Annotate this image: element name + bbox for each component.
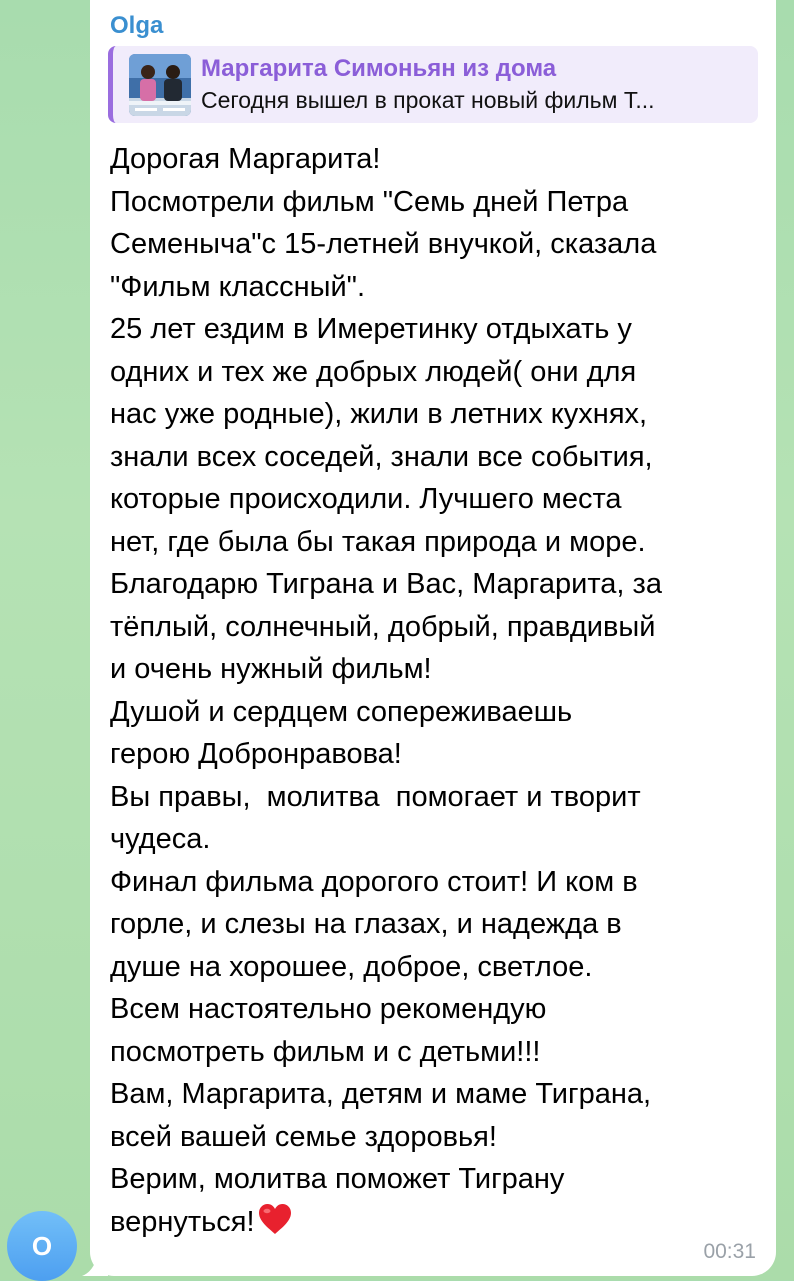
message-bubble[interactable] xyxy=(90,0,776,1276)
message-line: горле, и слезы на глазах, и надежда в xyxy=(110,908,622,940)
reply-preview-text: Сегодня вышел в прокат новый фильм Т... xyxy=(201,87,655,113)
message-text xyxy=(110,138,756,1243)
message-line: Всем настоятельно рекомендую xyxy=(110,993,547,1025)
message-line: Душой и сердцем сопереживаешь xyxy=(110,695,573,728)
message-line: одних и тех же добрых людей( они для xyxy=(110,355,637,388)
message-line: Семеныча"с 15-летней внучкой, сказала xyxy=(110,228,657,260)
message-line: и очень нужный фильм! xyxy=(110,653,432,685)
red-heart-icon xyxy=(257,1202,293,1236)
message-line: душе на хорошее, доброе, светлое. xyxy=(110,950,593,983)
message-line: которые происходили. Лучшего места xyxy=(110,483,622,515)
sender-avatar[interactable] xyxy=(7,1211,77,1281)
reply-title: Маргарита Симоньян из дома xyxy=(201,55,557,82)
message-line: всей вашей семье здоровья! xyxy=(110,1120,497,1153)
message-line: нет, где была бы такая природа и море. xyxy=(110,525,646,558)
message-line: чудеса. xyxy=(110,823,211,855)
message-line: Финал фильма дорогого стоит! И ком в xyxy=(110,865,638,898)
reply-quote[interactable] xyxy=(108,46,758,123)
message-line: вернуться! xyxy=(110,1205,255,1238)
message-line: Верим, молитва поможет Тиграну xyxy=(110,1163,565,1195)
message-line: 25 лет ездим в Имеретинку отдыхать у xyxy=(110,313,632,345)
message-timestamp: 00:31 xyxy=(703,1240,756,1263)
reply-thumbnail xyxy=(129,54,191,116)
message-line: Вам, Маргарита, детям и маме Тиграна, xyxy=(110,1078,652,1110)
message-line: Благодарю Тиграна и Вас, Маргарита, за xyxy=(110,568,662,600)
message-line: нас уже родные), жили в летних кухнях, xyxy=(110,398,648,430)
message-line: знали всех соседей, знали все события, xyxy=(110,440,653,473)
message-line: посмотреть фильм и с детьми!!! xyxy=(110,1035,541,1068)
message-line: тёплый, солнечный, добрый, правдивый xyxy=(110,610,656,643)
message-line: Дорогая Маргарита! xyxy=(110,143,381,175)
avatar-letter: O xyxy=(31,1230,53,1261)
message-line: герою Добронравова! xyxy=(110,738,402,770)
message-line: Вы правы, молитва помогает и творит xyxy=(110,780,641,813)
message-line: "Фильм классный". xyxy=(110,270,366,303)
message-line: Посмотрели фильм "Семь дней Петра xyxy=(110,185,629,218)
sender-name[interactable]: Olga xyxy=(110,12,164,39)
